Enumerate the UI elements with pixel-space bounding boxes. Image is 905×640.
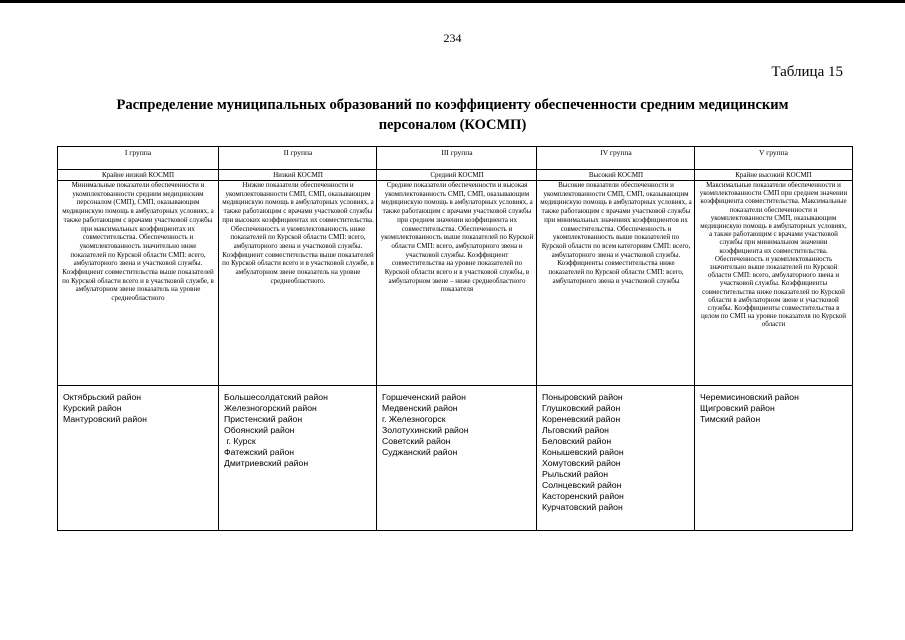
level-header: Крайне высокий КОСМП: [695, 169, 852, 181]
group-description: Средние показатели обеспеченности и высокая укомплектованность СМП, СМП, оказывающим медицинскую помощь в амбулаторных условиях, а также работающим с врачами участковой службы при среднем значении коэффициента их совместительства. Обеспеченность и укомплектованность выше показателей по Курской области СМП: всего, амбулаторного звена и участковой службы. Коэффициент совместительства на уровне показателей по Курской области всего и в участковой службы, в амбулаторном звене – ниже среднеобластного показателя: [380, 181, 534, 294]
table-column-group-4: [536, 147, 695, 530]
group-description: Максимальные показатели обеспеченности и укомплектованности СМП при среднем значении коэффициента совместительства. Максимальные показатели обеспеченности и укомплектованности СМП, оказывающим медицинскую помощь в амбулаторных условиях, а также работающим с врачами участковой службы при минимальном значении коэффициента их совместительства. Обеспеченность и укомплектованность значительно выше показателей по Курской области СМП: всего, амбулаторного звена и участковой службы. Коэффициенты совместительства ниже показателей по Курской области в амбулаторном звене и участковой службы. Коэффициенты совместительства в целом по СМП на уровне показателя по Курской области: [699, 181, 848, 329]
district-item: г. Курск: [224, 436, 256, 446]
group-header: V группа: [759, 148, 788, 157]
table-column-group-1: [58, 147, 218, 530]
group-header: I группа: [124, 148, 152, 157]
district-cell: [58, 385, 218, 530]
district-item: Обоянский район: [224, 425, 295, 435]
district-item: Медвенский район: [382, 403, 458, 413]
district-item: Большесолдатский район: [224, 392, 328, 402]
district-item: Глушковский район: [542, 403, 621, 413]
district-item: Конышевский район: [542, 447, 624, 457]
district-list: [224, 392, 328, 469]
district-list: [700, 392, 799, 425]
district-item: Советский район: [382, 436, 451, 446]
district-list: [542, 392, 624, 513]
level-header: Низкий КОСМП: [219, 169, 377, 181]
district-item: Дмитриевский район: [224, 458, 309, 468]
group-header: III группа: [441, 148, 473, 157]
level-header: Высокий КОСМП: [537, 169, 695, 181]
district-item: Мантуровский район: [63, 414, 147, 424]
district-item: Железногорский район: [224, 403, 317, 413]
district-item: Суджанский район: [382, 447, 458, 457]
table-column-group-3: [376, 147, 537, 530]
district-list: [63, 392, 147, 425]
page-number: 234: [443, 31, 462, 45]
district-item: Касторенский район: [542, 491, 624, 501]
district-cell: [537, 385, 695, 530]
table-label: Таблица 15: [771, 64, 843, 80]
district-item: г. Железногорск: [382, 414, 446, 424]
district-item: Фатежский район: [224, 447, 295, 457]
page-top-edge: [0, 0, 905, 3]
district-item: Тимский район: [700, 414, 761, 424]
level-header: Средний КОСМП: [377, 169, 537, 181]
district-cell: [377, 385, 537, 530]
district-list: [382, 392, 469, 458]
level-header: Крайне низкий КОСМП: [58, 169, 218, 181]
group-description: Низкие показатели обеспеченности и укомплектованности СМП, СМП, оказывающим медицинскую помощь в амбулаторных условиях, а также работающим с врачами участковой службы при высоких коэффициентах их совместительства. Обеспеченность и укомплектованность ниже показателей по Курской области СМП: всего, амбулаторного звена и участковой службы. Коэффициент совместительства выше показателей по Курской области всего и в участковой службе, в амбулаторном звене показатель на уровне среднеобластного.: [222, 181, 374, 285]
document-title: Распределение муниципальных образований по коэффициенту обеспеченности средним медицинским персоналом (КОСМП): [116, 97, 789, 133]
district-item: Рыльский район: [542, 469, 609, 479]
district-item: Черемисиновский район: [700, 392, 799, 402]
district-item: Льговский район: [542, 425, 609, 435]
district-item: Хомутовский район: [542, 458, 621, 468]
district-item: Кореневский район: [542, 414, 621, 424]
district-cell: [219, 385, 377, 530]
district-item: Курский район: [63, 403, 122, 413]
group-description: Высокие показатели обеспеченности и укомплектованности СМП, СМП, оказывающим медицинскую помощь в амбулаторных условиях, а также работающим с врачами участковой службы при минимальных значениях коэффициентов их совместительства. Обеспеченность и укомплектованность выше показателей по Курской области по всем категориям СМП: всего, амбулаторного звена и участковой службы. Коэффициенты совместительства ниже показателей по Курской области СМП: всего, амбулаторного звена и участковой службы: [540, 181, 692, 285]
table-column-group-2: [218, 147, 377, 530]
district-item: Октябрьский район: [63, 392, 142, 402]
district-item: Щигровский район: [700, 403, 775, 413]
group-header: IV группа: [600, 148, 632, 157]
distribution-table: [57, 146, 853, 531]
group-header: II группа: [283, 148, 313, 157]
district-item: Золотухинский район: [382, 425, 469, 435]
district-item: Пристенский район: [224, 414, 303, 424]
district-cell: [695, 385, 852, 530]
table-column-group-5: [694, 147, 852, 530]
district-item: Солнцевский район: [542, 480, 622, 490]
district-item: Курчатовский район: [542, 502, 623, 512]
group-description: Минимальные показатели обеспеченности и укомплектованности средним медицинским персоналом (СМП), СМП, оказывающим медицинскую помощь в амбулаторных условиях, а также работающим с врачами участковой службы при максимальных коэффициентах их совместительства. Обеспеченность и укомплектованность значительно ниже показателей по Курской области СМП: всего, амбулаторного звена и участковой службы. Коэффициент совместительства выше показателей по Курской области всего и в участковой службе, в амбулаторном звене показатель на уровне среднеобластного: [62, 181, 214, 303]
district-item: Беловский район: [542, 436, 612, 446]
district-item: Поныровский район: [542, 392, 623, 402]
district-item: Горшеченский район: [382, 392, 466, 402]
